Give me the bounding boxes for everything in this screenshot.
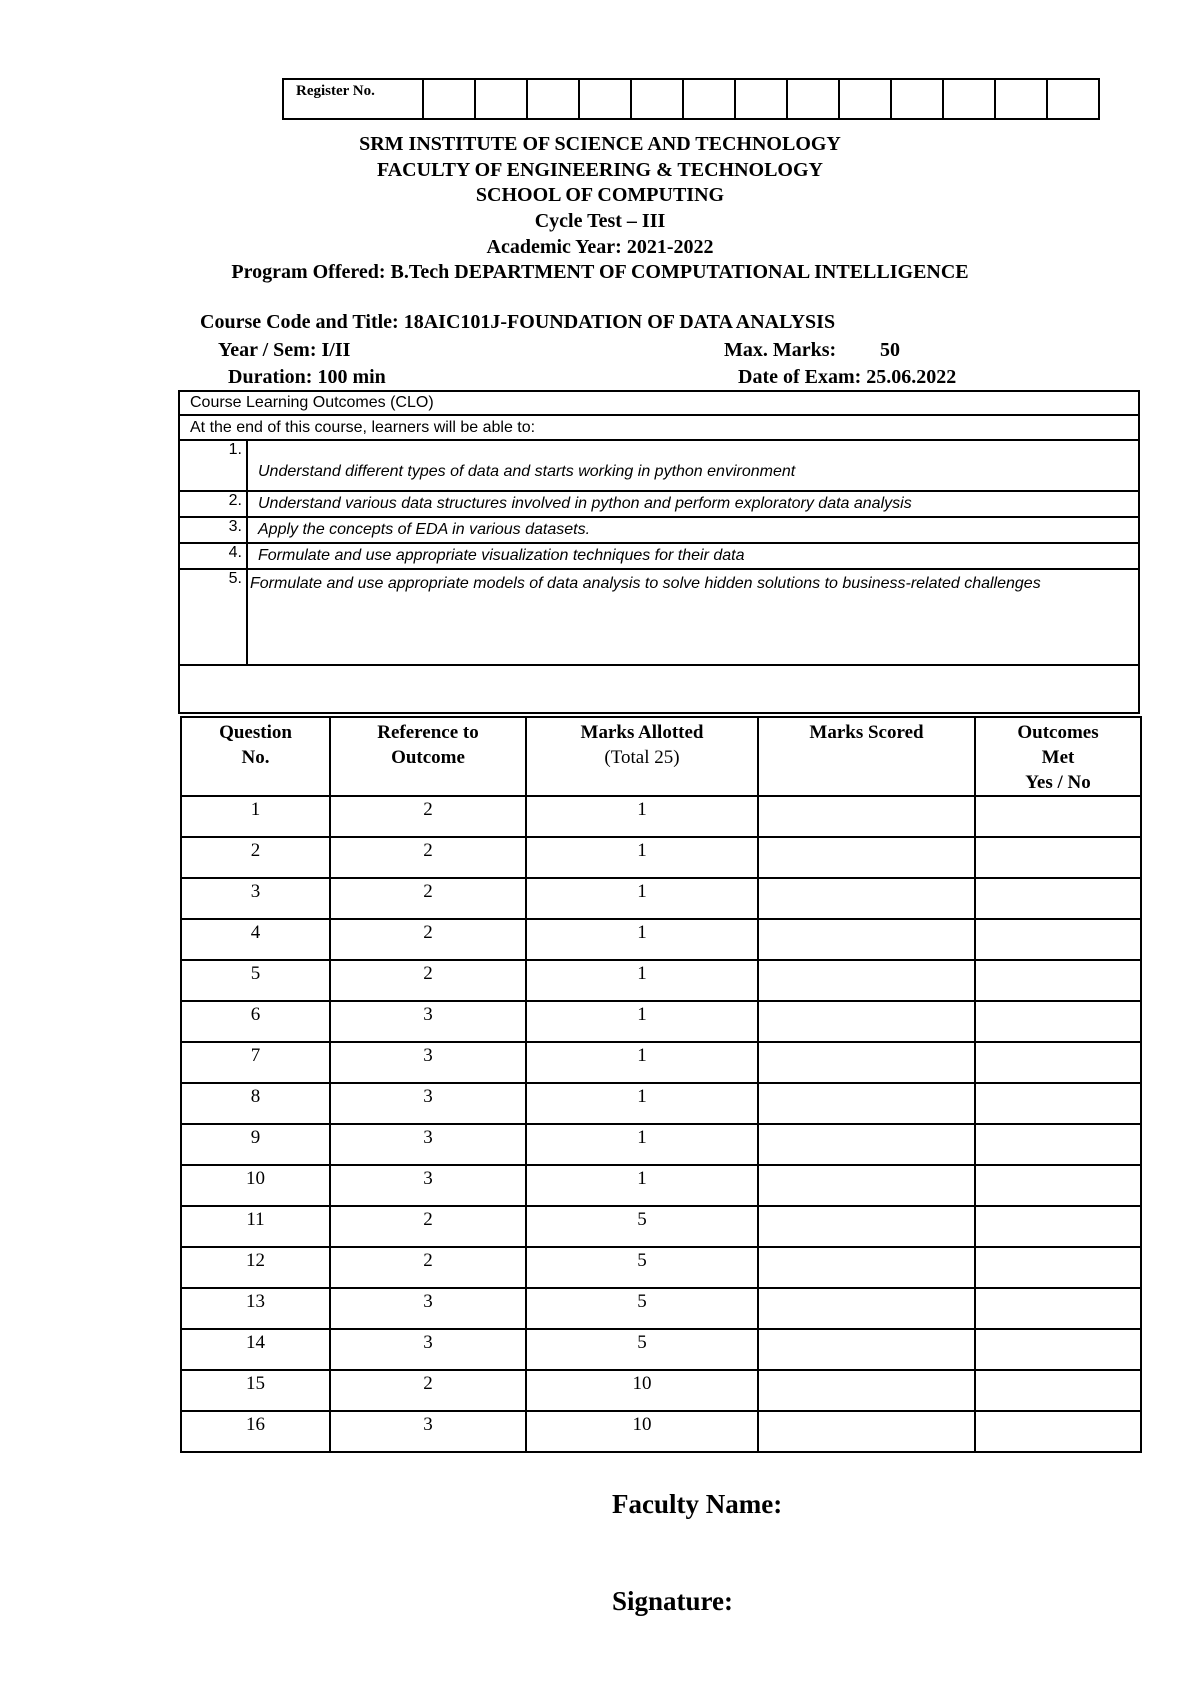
reference-outcome-cell: 3 [330, 1411, 526, 1452]
clo-item [179, 491, 1139, 517]
table-row [181, 1165, 1141, 1206]
table-row [181, 1206, 1141, 1247]
marks-allotted-cell: 1 [526, 878, 758, 919]
clo-item [179, 517, 1139, 543]
marks-allotted-cell: 1 [526, 796, 758, 837]
header-marks-allotted: Marks Allotted (Total 25) [526, 717, 758, 796]
table-row [181, 1001, 1141, 1042]
table-row [181, 1329, 1141, 1370]
marks-allotted-cell: 10 [526, 1370, 758, 1411]
signature-label: Signature: [612, 1586, 734, 1616]
marks-allotted-cell: 1 [526, 837, 758, 878]
register-digit-box[interactable] [787, 79, 839, 119]
clo-item-number: 1. [179, 440, 247, 491]
clo-item-number: 5. [179, 569, 247, 665]
marks-scored-cell[interactable] [758, 960, 975, 1001]
marks-scored-cell[interactable] [758, 1042, 975, 1083]
question-number-cell: 7 [181, 1042, 330, 1083]
outcomes-met-cell[interactable] [975, 1247, 1141, 1288]
register-digit-box[interactable] [475, 79, 527, 119]
register-number-grid [282, 78, 1100, 120]
program-offered: Program Offered: B.Tech DEPARTMENT OF COMPUTATIONAL INTELLIGENCE [231, 261, 969, 283]
marks-scored-cell[interactable] [758, 878, 975, 919]
clo-item-text: Formulate and use appropriate models of data analysis to solve hidden solutions to business-related challenges [247, 569, 1139, 665]
clo-intro: At the end of this course, learners will be able to: [179, 415, 1139, 440]
course-code-title: Course Code and Title: 18AIC101J-FOUNDATION OF DATA ANALYSIS [200, 311, 836, 333]
marks-scored-cell[interactable] [758, 1288, 975, 1329]
marks-allotted-cell: 1 [526, 1042, 758, 1083]
marks-allotted-cell: 5 [526, 1329, 758, 1370]
table-row [181, 1042, 1141, 1083]
register-digit-box[interactable] [579, 79, 631, 119]
outcomes-met-cell[interactable] [975, 919, 1141, 960]
header-outcomes-met: Outcomes Met Yes / No [975, 717, 1141, 796]
faculty-title: FACULTY OF ENGINEERING & TECHNOLOGY [377, 159, 823, 181]
outcomes-met-cell[interactable] [975, 1206, 1141, 1247]
table-row [181, 1370, 1141, 1411]
table-row [181, 1124, 1141, 1165]
outcomes-met-cell[interactable] [975, 1165, 1141, 1206]
clo-item-text: Understand different types of data and starts working in python environment [247, 440, 1139, 491]
outcomes-met-cell[interactable] [975, 1370, 1141, 1411]
table-row [181, 919, 1141, 960]
marks-scored-cell[interactable] [758, 796, 975, 837]
marks-scored-cell[interactable] [758, 1083, 975, 1124]
reference-outcome-cell: 3 [330, 1124, 526, 1165]
reference-outcome-cell: 2 [330, 919, 526, 960]
register-digit-box[interactable] [423, 79, 475, 119]
school-title: SCHOOL OF COMPUTING [475, 184, 725, 206]
header-marks-scored: Marks Scored [758, 717, 975, 796]
clo-title: Course Learning Outcomes (CLO) [179, 391, 1139, 415]
reference-outcome-cell: 2 [330, 1247, 526, 1288]
outcomes-met-cell[interactable] [975, 1083, 1141, 1124]
reference-outcome-cell: 3 [330, 1001, 526, 1042]
question-number-cell: 10 [181, 1165, 330, 1206]
question-number-cell: 1 [181, 796, 330, 837]
marks-scored-cell[interactable] [758, 1247, 975, 1288]
question-number-cell: 13 [181, 1288, 330, 1329]
marks-scored-cell[interactable] [758, 919, 975, 960]
clo-item [179, 440, 1139, 491]
reference-outcome-cell: 3 [330, 1165, 526, 1206]
outcomes-met-cell[interactable] [975, 1329, 1141, 1370]
clo-item-text: Understand various data structures involved in python and perform exploratory data analysis [247, 491, 1139, 517]
marks-allotted-cell: 5 [526, 1206, 758, 1247]
max-marks-value: 50 [880, 339, 900, 361]
clo-item-text: Apply the concepts of EDA in various datasets. [247, 517, 1139, 543]
question-number-cell: 15 [181, 1370, 330, 1411]
test-title: Cycle Test – III [534, 210, 666, 232]
marks-table-header [181, 717, 1141, 796]
clo-blank-row [179, 665, 1139, 713]
exam-date: Date of Exam: 25.06.2022 [738, 366, 957, 388]
reference-outcome-cell: 2 [330, 796, 526, 837]
clo-item [179, 569, 1139, 665]
register-digit-box[interactable] [1047, 79, 1099, 119]
duration: Duration: 100 min [228, 366, 386, 388]
marks-scored-cell[interactable] [758, 1165, 975, 1206]
outcomes-met-cell[interactable] [975, 1042, 1141, 1083]
question-number-cell: 14 [181, 1329, 330, 1370]
institute-title: SRM INSTITUTE OF SCIENCE AND TECHNOLOGY [359, 133, 841, 155]
marks-allotted-cell: 5 [526, 1247, 758, 1288]
register-digit-box[interactable] [891, 79, 943, 119]
outcomes-met-cell[interactable] [975, 796, 1141, 837]
marks-scored-cell[interactable] [758, 1206, 975, 1247]
reference-outcome-cell: 3 [330, 1042, 526, 1083]
reference-outcome-cell: 3 [330, 1083, 526, 1124]
register-digit-box[interactable] [631, 79, 683, 119]
question-number-cell: 11 [181, 1206, 330, 1247]
clo-item-number: 4. [179, 543, 247, 569]
question-number-cell: 8 [181, 1083, 330, 1124]
table-row [181, 1247, 1141, 1288]
marks-allotted-cell: 1 [526, 1165, 758, 1206]
question-number-cell: 6 [181, 1001, 330, 1042]
table-row [181, 960, 1141, 1001]
marks-allotted-cell: 1 [526, 960, 758, 1001]
register-digit-box[interactable] [527, 79, 579, 119]
outcomes-met-cell[interactable] [975, 1288, 1141, 1329]
outcomes-met-cell[interactable] [975, 1001, 1141, 1042]
question-number-cell: 16 [181, 1411, 330, 1452]
outcomes-met-cell[interactable] [975, 1124, 1141, 1165]
register-number-label: Register No. [283, 79, 423, 119]
register-digit-box[interactable] [839, 79, 891, 119]
clo-item-text: Formulate and use appropriate visualization techniques for their data [247, 543, 1139, 569]
marks-allotted-cell: 10 [526, 1411, 758, 1452]
marks-scored-cell[interactable] [758, 1124, 975, 1165]
clo-table [178, 390, 1140, 714]
reference-outcome-cell: 2 [330, 878, 526, 919]
outcomes-met-cell[interactable] [975, 878, 1141, 919]
header-question-no: Question No. [181, 717, 330, 796]
register-digit-box[interactable] [943, 79, 995, 119]
question-number-cell: 12 [181, 1247, 330, 1288]
reference-outcome-cell: 2 [330, 837, 526, 878]
register-digit-box[interactable] [683, 79, 735, 119]
reference-outcome-cell: 2 [330, 1370, 526, 1411]
year-sem: Year / Sem: I/II [218, 339, 351, 361]
outcomes-met-cell[interactable] [975, 837, 1141, 878]
question-number-cell: 9 [181, 1124, 330, 1165]
marks-scored-cell[interactable] [758, 1411, 975, 1452]
outcomes-met-cell[interactable] [975, 1411, 1141, 1452]
marks-table [180, 716, 1142, 1453]
marks-allotted-cell: 1 [526, 1001, 758, 1042]
reference-outcome-cell: 2 [330, 960, 526, 1001]
marks-scored-cell[interactable] [758, 1001, 975, 1042]
clo-item-number: 2. [179, 491, 247, 517]
table-row [181, 796, 1141, 837]
marks-scored-cell[interactable] [758, 1329, 975, 1370]
register-digit-box[interactable] [995, 79, 1047, 119]
marks-allotted-cell: 1 [526, 1083, 758, 1124]
academic-year: Academic Year: 2021-2022 [486, 236, 714, 258]
table-row [181, 1288, 1141, 1329]
question-number-cell: 5 [181, 960, 330, 1001]
header-reference-outcome: Reference to Outcome [330, 717, 526, 796]
clo-item [179, 543, 1139, 569]
question-number-cell: 2 [181, 837, 330, 878]
marks-allotted-cell: 1 [526, 1124, 758, 1165]
outcomes-met-cell[interactable] [975, 960, 1141, 1001]
reference-outcome-cell: 3 [330, 1288, 526, 1329]
marks-allotted-cell: 1 [526, 919, 758, 960]
marks-allotted-cell: 5 [526, 1288, 758, 1329]
table-row [181, 878, 1141, 919]
clo-item-number: 3. [179, 517, 247, 543]
register-digit-box[interactable] [735, 79, 787, 119]
question-number-cell: 3 [181, 878, 330, 919]
question-number-cell: 4 [181, 919, 330, 960]
table-row [181, 1411, 1141, 1452]
max-marks-label: Max. Marks: [724, 339, 837, 361]
faculty-name-label: Faculty Name: [612, 1489, 783, 1519]
table-row [181, 837, 1141, 878]
marks-scored-cell[interactable] [758, 837, 975, 878]
table-row [181, 1083, 1141, 1124]
reference-outcome-cell: 2 [330, 1206, 526, 1247]
reference-outcome-cell: 3 [330, 1329, 526, 1370]
marks-scored-cell[interactable] [758, 1370, 975, 1411]
